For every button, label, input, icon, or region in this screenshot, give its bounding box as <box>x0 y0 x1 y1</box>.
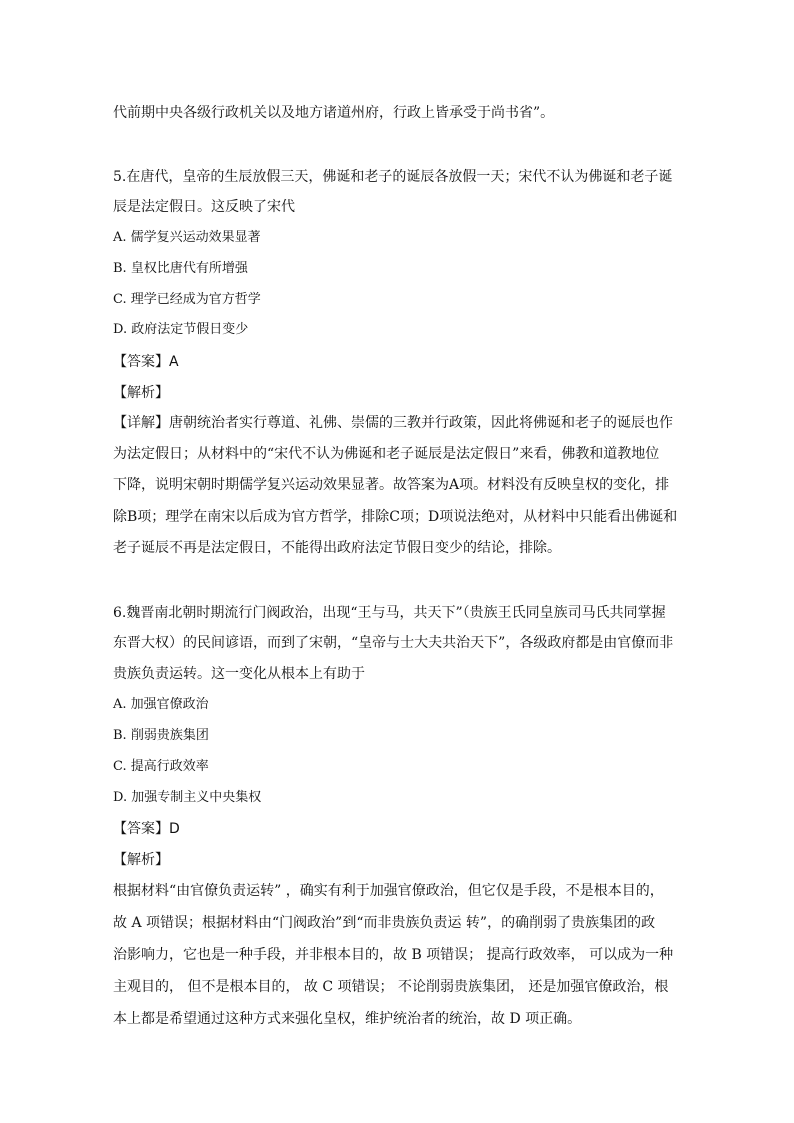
q6-option-a: A. 加强官僚政治 <box>113 697 209 712</box>
q5-option-b: B. 皇权比唐代有所增强 <box>113 261 248 276</box>
q5-option-c: C. 理学已经成为官方哲学 <box>113 292 261 307</box>
q6-analysis-line-4: 主观目的， 但不是根本目的， 故 C 项错误； 不论削弱贵族集团， 还是加强官僚政治，根 <box>113 979 669 995</box>
q6-option-c: C. 提高行政效率 <box>113 759 209 774</box>
q5-analysis-line-1: 【详解】唐朝统治者实行尊道、礼佛、崇儒的三教并行政策，因此将佛诞和老子的诞辰也作 <box>113 415 673 431</box>
q6-stem-line-2: 东晋大权）的民间谚语，而到了宋朝，“皇帝与士大夫共治天下”，各级政府都是由官僚而非 <box>113 635 674 651</box>
q5-option-d: D. 政府法定节假日变少 <box>113 322 249 337</box>
q6-analysis-line-3: 治影响力，它也是一种手段，并非根本目的，故 B 项错误； 提高行政效率， 可以成为一种 <box>113 947 674 963</box>
q5-analysis-line-5: 老子诞辰不再是法定假日，不能得出政府法定节假日变少的结论，排除。 <box>113 540 561 556</box>
q6-analysis-line-1: 根据材料“由官僚负责运转” ，确实有利于加强官僚政治，但它仅是手段，不是根本目的， <box>113 883 664 899</box>
q5-answer: 【答案】A <box>113 354 179 370</box>
q6-option-b: B. 削弱贵族集团 <box>113 728 209 743</box>
q6-analysis-label: 【解析】 <box>113 852 169 868</box>
q6-analysis-line-5: 本上都是希望通过这种方式来强化皇权，维护统治者的统治，故 D 项正确。 <box>113 1011 582 1027</box>
intro-tail-text: 代前期中央各级行政机关以及地方诸道州府，行政上皆承受于尚书省”。 <box>113 105 555 121</box>
q5-stem-line-1: 5.在唐代，皇帝的生辰放假三天，佛诞和老子的诞辰各放假一天；宋代不认为佛诞和老子诞 <box>113 169 673 185</box>
q5-analysis-line-3: 下降，说明宋朝时期儒学复兴运动效果显著。故答案为A项。材料没有反映皇权的变化，排 <box>113 477 670 493</box>
q6-stem-line-3: 贵族负责运转。这一变化从根本上有助于 <box>113 666 365 682</box>
q6-option-d: D. 加强专制主义中央集权 <box>113 790 262 805</box>
q5-option-a: A. 儒学复兴运动效果显著 <box>113 230 261 245</box>
q5-analysis-label: 【解析】 <box>113 385 169 401</box>
q5-analysis-line-2: 为法定假日；从材料中的“宋代不认为佛诞和老子诞辰是法定假日”来看，佛教和道教地位 <box>113 446 660 462</box>
q5-stem-line-2: 辰是法定假日。这反映了宋代 <box>113 199 295 215</box>
q6-analysis-line-2: 故 A 项错误；根据材料由“门阀政治”到“而非贵族负责运 转”，的确削弱了贵族集团的政 <box>113 915 656 931</box>
q5-analysis-line-4: 除B项；理学在南宋以后成为官方哲学，排除C项；D项说法绝对，从材料中只能看出佛诞和 <box>113 509 678 525</box>
q6-stem-line-1: 6.魏晋南北朝时期流行门阀政治，出现“王与马，共天下”（贵族王氏同皇族司马氏共同掌握 <box>113 605 666 621</box>
q6-answer: 【答案】D <box>113 821 180 837</box>
